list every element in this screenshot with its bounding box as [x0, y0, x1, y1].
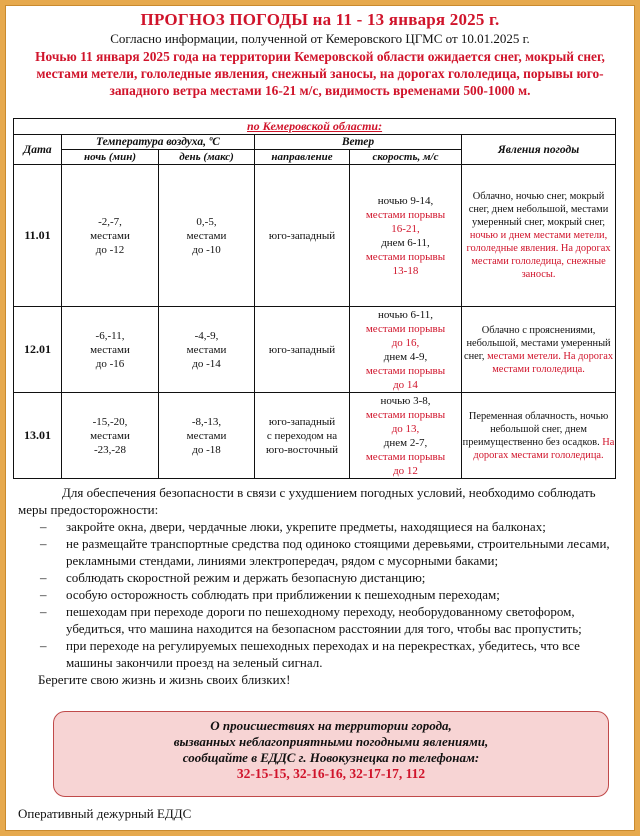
wind-speed-line: до 12 — [393, 464, 418, 477]
phenomena-text: Облачно с прояснениями, небольшой, местами умеренный снег, — [463, 324, 611, 362]
advice-item-text: соблюдать скоростной режим и держать безопасную дистанцию; — [66, 570, 426, 585]
wind-direction — [255, 393, 350, 479]
region-header: по Кемеровской области: — [14, 119, 616, 135]
col-wind-header: Ветер — [255, 135, 462, 150]
wind-direction-line: юго-западный — [268, 229, 336, 242]
wind-speed-line: ночью 9-14, — [377, 194, 434, 207]
notice-line-2: вызванных неблагоприятными погодными явлениями, — [173, 734, 489, 749]
advice-item-text: пешеходам при переходе дороги по пешеходному переходу, необорудованному светофором, убедиться, что машина находится на безопасном расстоянии для того, чтобы вас пропустить; — [66, 604, 582, 636]
temp-day — [159, 393, 255, 479]
warning-text: Ночью 11 января 2025 года на территории Кемеровской области ожидается снег, мокрый снег, местами метели, гололедные явления, снежный заносы, на дорогах гололедица, порывы юго-западного ветра местами 16-21 м/с, видимость временами 500-1000 м. — [35, 49, 605, 98]
notice-line-1: О происшествиях на территории города, — [210, 718, 452, 733]
temp-night-line: до -12 — [95, 243, 125, 256]
wind-speed-line: 13-18 — [392, 264, 419, 277]
forecast-title: ПРОГНОЗ ПОГОДЫ на 11 - 13 января 2025 г. — [140, 10, 500, 29]
forecast-row — [14, 393, 616, 479]
wind-speed-line: до 14 — [393, 378, 418, 391]
wind-speed-line: до 16, — [391, 336, 420, 349]
wind-speed — [350, 393, 462, 479]
temp-night — [62, 165, 159, 307]
temp-day-line: -4,-9, — [194, 329, 219, 342]
weather-phenomena — [462, 307, 616, 393]
col-phenomena-header: Явления погоды — [462, 135, 616, 165]
temp-night — [62, 393, 159, 479]
advice-item-text: особую осторожность соблюдать при приближении к пешеходным переходам; — [66, 587, 500, 602]
row-date: 12.01 — [14, 307, 62, 393]
wind-direction-line: юго-восточный — [266, 443, 338, 456]
phone-numbers: 32-15-15, 32-16-16, 32-17-17, 112 — [236, 766, 426, 781]
wind-direction — [255, 307, 350, 393]
temp-night-line: местами — [90, 343, 130, 356]
advice-item-text: закройте окна, двери, чердачные люки, укрепите предметы, находящиеся на балконах; — [66, 519, 546, 534]
wind-speed-line: местами порывы — [365, 322, 446, 335]
temp-day — [159, 307, 255, 393]
advice-closing: Берегите свою жизнь и жизнь своих близких! — [38, 672, 291, 687]
wind-speed — [350, 165, 462, 307]
temp-day-line: до -14 — [192, 357, 221, 370]
temp-day-line: местами — [186, 343, 227, 356]
temp-day-line: -8,-13, — [191, 415, 222, 428]
emergency-notice — [53, 711, 609, 797]
wind-direction-line: юго-западный — [268, 343, 336, 356]
wind-direction — [255, 165, 350, 307]
advice-item-text: не размещайте транспортные средства под одиноко стоящими деревьями, строительными лесами, рекламными стендами, линиями электропередач, рядом с мусорными баками; — [66, 536, 610, 568]
advice-item — [18, 586, 614, 603]
weather-phenomena — [462, 165, 616, 307]
temp-day-line: 0,-5, — [196, 215, 217, 228]
temp-night-line: -2,-7, — [98, 215, 122, 228]
col-date-header: Дата — [14, 135, 62, 165]
wind-speed-line: местами порывы — [365, 208, 446, 221]
wind-speed-line: местами порывы — [365, 450, 446, 463]
wind-speed-line: днем 4-9, — [383, 350, 428, 363]
temp-night — [62, 307, 159, 393]
wind-speed-line: местами порывы — [365, 364, 446, 377]
wind-speed-line: до 13, — [391, 422, 420, 435]
advice-section — [18, 484, 614, 688]
wind-speed-line: 16-21, — [391, 222, 420, 235]
advice-intro: Для обеспечения безопасности в связи с ухудшением погодных условий, необходимо соблюдать меры предосторожности: — [18, 485, 596, 517]
advice-item — [18, 569, 614, 586]
wind-speed-line: ночью 6-11, — [377, 308, 434, 321]
phenomena-text: Переменная облачность, ночью небольшой снег, днем преимущественно без осадков. — [462, 410, 609, 448]
wind-speed-line: днем 2-7, — [383, 436, 428, 449]
temp-night-line: -15,-20, — [92, 415, 128, 428]
temp-night-line: до -16 — [95, 357, 125, 370]
source-line: Согласно информации, полученной от Кемеровского ЦГМС от 10.01.2025 г. — [110, 31, 530, 46]
wind-direction-line: юго-западный — [268, 415, 336, 428]
advice-item-text: при переходе на регулируемых пешеходных переходах и на перекрестках, убедитесь, что все машины закончили проезд на зеленый сигнал. — [66, 638, 580, 670]
bullet-dash: – — [40, 536, 47, 551]
col-wind-speed: скорость, м/с — [350, 150, 462, 165]
temp-day — [159, 165, 255, 307]
temp-day-line: до -10 — [192, 243, 221, 256]
col-temp-day: день (макс) — [159, 150, 255, 165]
phenomena-text: Облачно, ночью снег, мокрый снег, днем небольшой, местами умеренный снег, мокрый снег, — [468, 191, 609, 228]
advice-item — [18, 518, 614, 535]
notice-line-3: сообщайте в ЕДДС г. Новокузнецка по телефонам: — [182, 750, 480, 765]
weather-phenomena — [462, 393, 616, 479]
temp-day-line: до -18 — [192, 443, 221, 456]
col-temp-night: ночь (мин) — [62, 150, 159, 165]
wind-speed-line: местами порывы — [365, 250, 446, 263]
bullet-dash: – — [40, 638, 47, 653]
bullet-dash: – — [40, 587, 47, 602]
temp-day-line: местами — [186, 229, 227, 242]
temp-day-line: местами — [186, 429, 227, 442]
advice-item — [18, 535, 614, 569]
wind-direction-line: с переходом на — [266, 429, 338, 442]
temp-night-line: местами — [90, 429, 130, 442]
advice-item — [18, 637, 614, 671]
advice-item — [18, 603, 614, 637]
temp-night-line: -23,-28 — [93, 443, 127, 456]
bullet-dash: – — [40, 519, 47, 534]
footer-signature: Оперативный дежурный ЕДДС — [18, 806, 192, 821]
row-date: 11.01 — [14, 165, 62, 307]
wind-speed-line: местами порывы — [365, 408, 446, 421]
col-wind-dir: направление — [255, 150, 350, 165]
wind-speed-line: днем 6-11, — [381, 236, 430, 249]
forecast-table — [13, 118, 616, 479]
forecast-row — [14, 165, 616, 307]
bullet-dash: – — [40, 604, 47, 619]
phenomena-text: На дорогах местами гололедица. — [473, 436, 615, 461]
temp-night-line: местами — [90, 229, 130, 242]
phenomena-text: местами метели. На дорогах местами гололедица. — [487, 350, 614, 375]
forecast-row — [14, 307, 616, 393]
advice-list — [18, 518, 614, 671]
wind-speed-line: ночью 3-8, — [380, 394, 431, 407]
phenomena-text: ночью и днем местами метели, гололедные явления. На дорогах местами гололедица, снежные заносы. — [466, 230, 611, 280]
wind-speed — [350, 307, 462, 393]
bullet-dash: – — [40, 570, 47, 585]
temp-night-line: -6,-11, — [95, 329, 125, 342]
row-date: 13.01 — [14, 393, 62, 479]
col-temp-header: Температура воздуха, ºС — [62, 135, 255, 150]
